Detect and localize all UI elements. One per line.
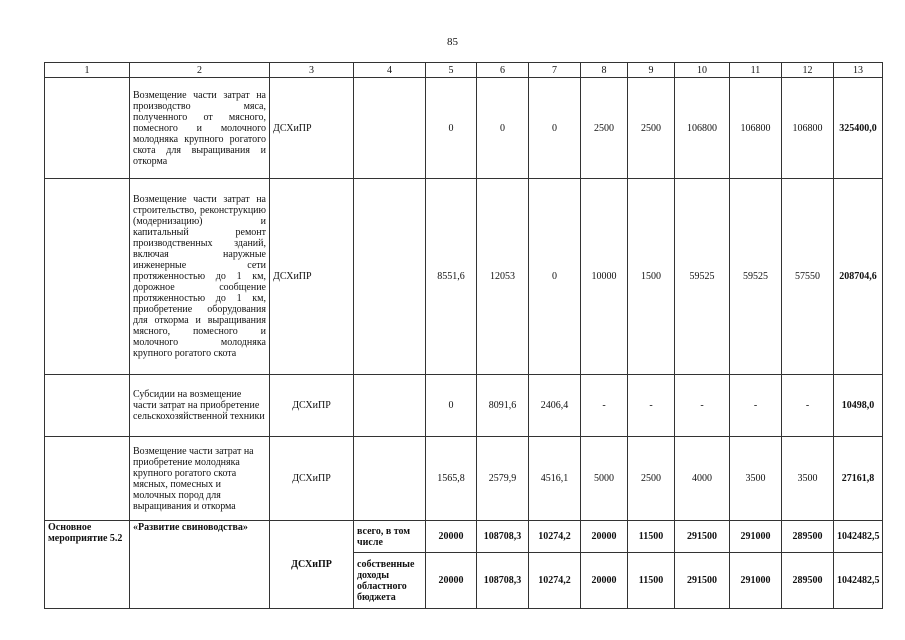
table-row — [45, 78, 883, 179]
column-header: 10 — [675, 63, 730, 78]
value-cell: 0 — [426, 78, 477, 179]
value-cell: - — [628, 375, 675, 437]
table-row — [45, 179, 883, 375]
executor-cell: ДСХиПР — [270, 375, 354, 437]
value-cell: 106800 — [782, 78, 834, 179]
empty-cell — [45, 437, 130, 521]
value-cell: 12053 — [477, 179, 529, 375]
activity-description: Субсидии на возмещение части затрат на приобретение сельскохозяйственной техники — [130, 375, 270, 437]
value-cell: 4000 — [675, 437, 730, 521]
table-row — [45, 375, 883, 437]
value-cell: 5000 — [581, 437, 628, 521]
value-cell: 1565,8 — [426, 437, 477, 521]
activity-description: Возмещение части затрат на приобретение молодняка крупного рогатого скота мясных, помесных и молочных пород для выращивания и откорма — [130, 437, 270, 521]
value-cell: 11500 — [628, 521, 675, 553]
value-cell: 1500 — [628, 179, 675, 375]
empty-cell — [45, 78, 130, 179]
value-cell: 108708,3 — [477, 521, 529, 553]
value-cell: 8091,6 — [477, 375, 529, 437]
total-cell: 10498,0 — [834, 375, 883, 437]
value-cell: 291000 — [730, 521, 782, 553]
empty-cell — [45, 179, 130, 375]
value-cell: - — [581, 375, 628, 437]
column-header: 5 — [426, 63, 477, 78]
executor-cell: ДСХиПР — [270, 521, 354, 609]
value-cell: 3500 — [782, 437, 834, 521]
column-header: 8 — [581, 63, 628, 78]
column-number-row — [45, 63, 883, 78]
value-cell: 0 — [477, 78, 529, 179]
value-cell: 2500 — [628, 437, 675, 521]
empty-cell — [45, 375, 130, 437]
value-cell: 11500 — [628, 553, 675, 609]
value-cell: - — [730, 375, 782, 437]
value-cell: 289500 — [782, 521, 834, 553]
value-cell: 0 — [529, 179, 581, 375]
empty-cell — [354, 78, 426, 179]
main-event-label: Основное мероприятие 5.2 — [45, 521, 130, 609]
column-header: 4 — [354, 63, 426, 78]
column-header: 6 — [477, 63, 529, 78]
value-cell: 10000 — [581, 179, 628, 375]
value-cell: 291500 — [675, 553, 730, 609]
value-cell: 0 — [426, 375, 477, 437]
value-cell: 2406,4 — [529, 375, 581, 437]
column-header: 11 — [730, 63, 782, 78]
value-cell: 2500 — [581, 78, 628, 179]
page-number: 85 — [447, 36, 458, 48]
column-header: 1 — [45, 63, 130, 78]
activity-description: Возмещение части затрат на производство мяса, полученного от мясного, помесного и молочного молодняка крупного рогатого скота для выращивания и откорма — [130, 78, 270, 179]
value-cell: 10274,2 — [529, 553, 581, 609]
total-cell: 27161,8 — [834, 437, 883, 521]
total-cell: 208704,6 — [834, 179, 883, 375]
value-cell: 20000 — [581, 553, 628, 609]
value-cell: 59525 — [730, 179, 782, 375]
value-cell: - — [675, 375, 730, 437]
empty-cell — [354, 179, 426, 375]
activity-description: Возмещение части затрат на строительство, реконструкцию (модернизацию) и капитальный ремонт производственных зданий, включая наружные инженерные сети протяженностью до 1 км, дорожное сообщение протяженностью до 1 км, приобретение оборудования для откорма и выращивания мясного, помесного и молочного молодняка крупного рогатого скота — [130, 179, 270, 375]
value-cell: 20000 — [426, 553, 477, 609]
value-cell: 289500 — [782, 553, 834, 609]
value-cell: 20000 — [426, 521, 477, 553]
funding-source: собственные доходы областного бюджета — [354, 553, 426, 609]
column-header: 12 — [782, 63, 834, 78]
main-event-name: «Развитие свиноводства» — [130, 521, 270, 609]
value-cell: 2500 — [628, 78, 675, 179]
table-row — [45, 437, 883, 521]
value-cell: 8551,6 — [426, 179, 477, 375]
executor-cell: ДСХиПР — [270, 78, 354, 179]
funding-source: всего, в том числе — [354, 521, 426, 553]
total-cell: 325400,0 — [834, 78, 883, 179]
value-cell: 2579,9 — [477, 437, 529, 521]
executor-cell: ДСХиПР — [270, 437, 354, 521]
value-cell: 106800 — [675, 78, 730, 179]
value-cell: 291000 — [730, 553, 782, 609]
column-header: 2 — [130, 63, 270, 78]
executor-cell: ДСХиПР — [270, 179, 354, 375]
value-cell: - — [782, 375, 834, 437]
value-cell: 20000 — [581, 521, 628, 553]
empty-cell — [354, 437, 426, 521]
value-cell: 59525 — [675, 179, 730, 375]
empty-cell — [354, 375, 426, 437]
value-cell: 0 — [529, 78, 581, 179]
main-event-row-total — [45, 521, 883, 553]
value-cell: 3500 — [730, 437, 782, 521]
column-header: 3 — [270, 63, 354, 78]
value-cell: 4516,1 — [529, 437, 581, 521]
value-cell: 291500 — [675, 521, 730, 553]
total-cell: 1042482,5 — [834, 521, 883, 553]
value-cell: 108708,3 — [477, 553, 529, 609]
value-cell: 57550 — [782, 179, 834, 375]
column-header: 9 — [628, 63, 675, 78]
column-header: 13 — [834, 63, 883, 78]
column-header: 7 — [529, 63, 581, 78]
value-cell: 106800 — [730, 78, 782, 179]
program-table — [44, 62, 883, 609]
total-cell: 1042482,5 — [834, 553, 883, 609]
value-cell: 10274,2 — [529, 521, 581, 553]
